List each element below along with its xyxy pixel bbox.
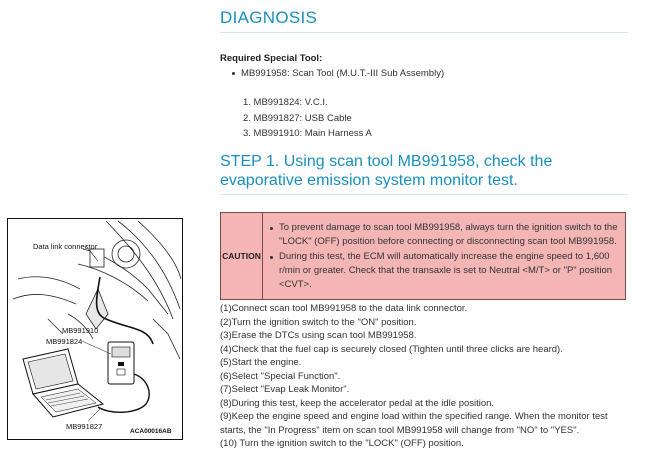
required-tool-title: Required Special Tool: (220, 53, 323, 64)
procedure-step: (9)Keep the engine speed and engine load within the specified range. When the monitor test (220, 411, 608, 422)
diagram-svg (8, 219, 182, 439)
step-title: STEP 1. Using scan tool MB991958, check the evaporative emission system monitor test. (220, 153, 553, 189)
list-item: 1. MB991824: V.C.I. (243, 97, 328, 108)
procedure-step: starts, the "In Progress" item on scan tool MB991958 will change from "NO" to "YES". (220, 424, 580, 436)
usb-label: MB991827 (66, 422, 103, 431)
procedure-step: (4)Check that the fuel cap is securely closed (Tighten until three clicks are heard). (220, 343, 563, 355)
page-heading: DIAGNOSIS (220, 8, 318, 27)
dlc-label: Data link connector (33, 242, 98, 251)
procedure-step: (10) Turn the ignition switch to the "LOCK" (OFF) position. (220, 438, 464, 449)
caution-label: CAUTION (221, 213, 263, 299)
leader-line (88, 409, 100, 421)
vci-device (108, 342, 134, 384)
procedure-step: (1)Connect scan tool MB991958 to the data link connector. (220, 303, 468, 314)
procedure-step: (6)Select "Special Function". (220, 370, 341, 382)
bullet-icon (232, 72, 235, 75)
leader-line (82, 341, 111, 354)
procedure-step: (2)Turn the ignition switch to the "ON" position. (220, 316, 417, 328)
list-item: 3. MB991910: Main Harness A (243, 128, 372, 139)
tool-components-list (243, 95, 372, 142)
vci-label: MB991824 (46, 337, 83, 346)
caution-item: To prevent damage to scan tool MB991958, always turn the ignition switch to the "LOCK" (OFF) position before connecting or disconnecting scan tool MB991958. (267, 221, 619, 249)
required-tool-item (232, 68, 444, 79)
caution-item: During this test, the ECM will automatically increase the engine speed to 1,600 r/min or greater. Check that the transaxle is set to Neutral <M/T> or "P" position <CVT>. (267, 250, 619, 292)
divider (220, 32, 628, 33)
list-item: 2. MB991827: USB Cable (243, 112, 352, 124)
connection-diagram (7, 218, 183, 440)
procedure-step: (3)Erase the DTCs using scan tool MB991958. (220, 330, 417, 341)
caution-list (267, 221, 619, 293)
figure-code: ACA00016AB (130, 428, 172, 435)
divider (220, 194, 628, 195)
harness-label: MB991910 (62, 326, 99, 335)
procedure-step: (8)During this test, keep the accelerator pedal at the idle position. (220, 397, 495, 409)
procedure-step: (5)Start the engine. (220, 357, 302, 368)
tool-label: MB991958: Scan Tool (M.U.T.-III Sub Assembly) (241, 68, 445, 79)
caution-box (220, 212, 626, 300)
procedure-steps (220, 302, 630, 451)
laptop-computer (23, 349, 103, 417)
procedure-step: (7)Select "Evap Leak Monitor". (220, 384, 350, 395)
